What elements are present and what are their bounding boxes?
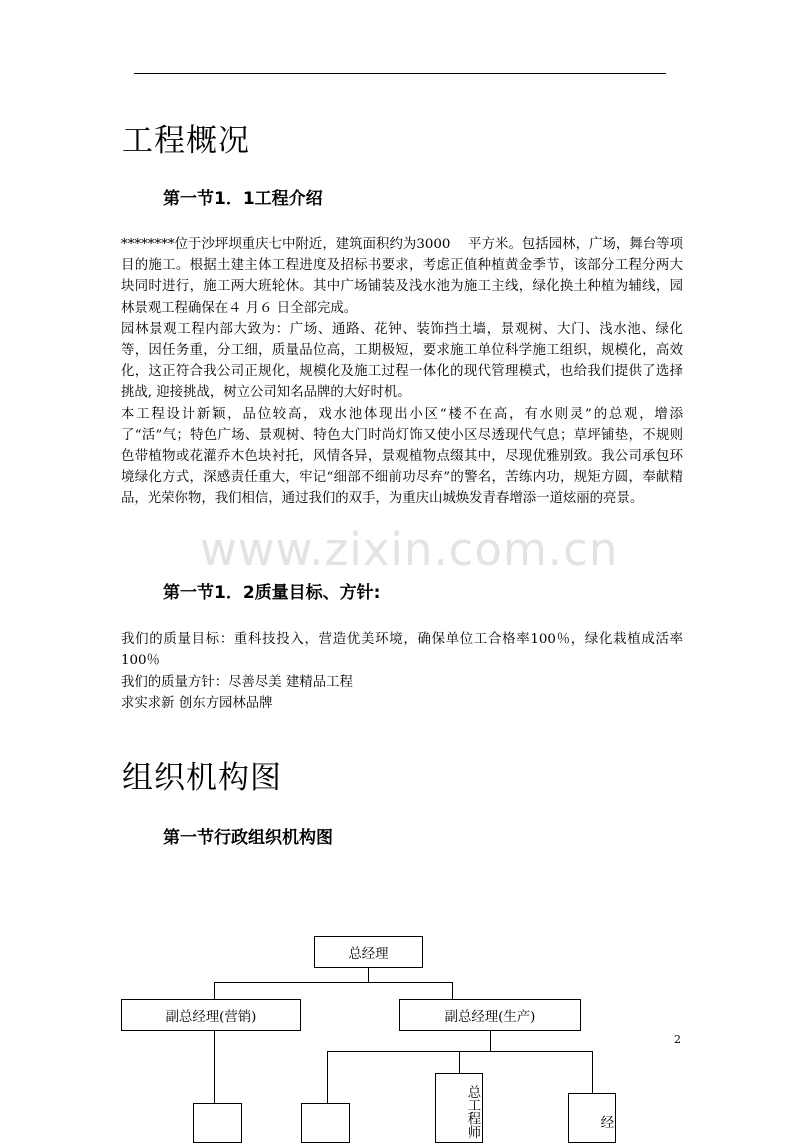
org-node-department: 经 <box>568 1093 616 1143</box>
subsection-title-org-chart: 第一节行政组织机构图 <box>163 828 333 848</box>
section-title-org: 组织机构图 <box>122 760 282 796</box>
connector-line <box>459 1051 460 1073</box>
intro-paragraph: 本工程设计新颖，品位较高，戏水池体现出小区“楼不在高，有水则灵”的总观，增添了“活”气；特色广场、景观树、特色大门时尚灯饰又使小区尽透现代气息；草坪铺垫，不规则色带植物或花灌乔木色块衬托，风情各异，景观植物点缀其中，尽现优雅别致。我公司承包环境绿化方式，深感责任重大，牢记“细部不细前功尽弃”的警名，苦练内功，规矩方圆，奉献精品，光荣你物，我们相信，通过我们的双手，为重庆山城焕发青春增添一道炫丽的亮景。 <box>121 406 683 507</box>
watermark: www.zixin.com.cn <box>200 523 619 576</box>
org-node-vp-production: 副总经理(生产) <box>399 999 581 1031</box>
connector-line <box>592 1051 593 1093</box>
connector-line <box>368 968 369 983</box>
org-node-department <box>193 1103 242 1143</box>
connector-line <box>452 982 453 999</box>
intro-text <box>121 234 683 510</box>
page-number: 2 <box>674 1033 681 1046</box>
org-node-department <box>301 1103 350 1143</box>
subsection-title-intro: 第一节1．1工程介绍 <box>163 189 323 209</box>
connector-line <box>327 1051 593 1052</box>
connector-line <box>490 1031 491 1051</box>
intro-paragraph: ********位于沙坪坝重庆七中附近，建筑面积约为3000 平方米。包括园林，广场，舞台等项目的施工。根据土建主体工程进度及招标书要求，考虑正值种植黄金季节，该部分工程分两大块同时进行，施工两大班轮休。其中广场铺装及浅水池为施工主线，绿化换土种植为辅线，园林景观工程确保在４ 月６ 日全部完成。 <box>121 237 683 316</box>
intro-paragraph: 园林景观工程内部大致为：广场、通路、花钟、装饰挡土墙，景观树、大门、浅水池、绿化等，因任务重，分工细，质量品位高，工期极短，要求施工单位科学施工组织，规模化，高效化，这正符合我公司正规化，规模化及施工过程一体化的现代管理模式，也给我们提供了选择挑战, 迎接挑战，树立公司知名品牌的大好时机。 <box>121 321 683 401</box>
org-node-vp-sales: 副总经理(营销) <box>121 999 301 1031</box>
connector-line <box>327 1051 328 1104</box>
org-node-general-manager: 总经理 <box>314 936 423 968</box>
connector-line <box>214 982 215 999</box>
header-rule <box>134 73 666 74</box>
subsection-title-quality: 第一节1．2质量目标、方针: <box>163 583 381 603</box>
quality-goal: 我们的质量目标：重科技投入，营造优美环境，确保单位工合格率100％，绿化栽植成活率100％ <box>121 632 683 669</box>
quality-policy: 我们的质量方针：尽善尽美 建精品工程 <box>121 675 353 690</box>
quality-policy-2: 求实求新 创东方园林品牌 <box>121 696 273 711</box>
connector-line <box>214 982 453 983</box>
org-node-chief-engineer: 总工程师 <box>435 1073 483 1143</box>
section-title-overview: 工程概况 <box>122 123 250 159</box>
